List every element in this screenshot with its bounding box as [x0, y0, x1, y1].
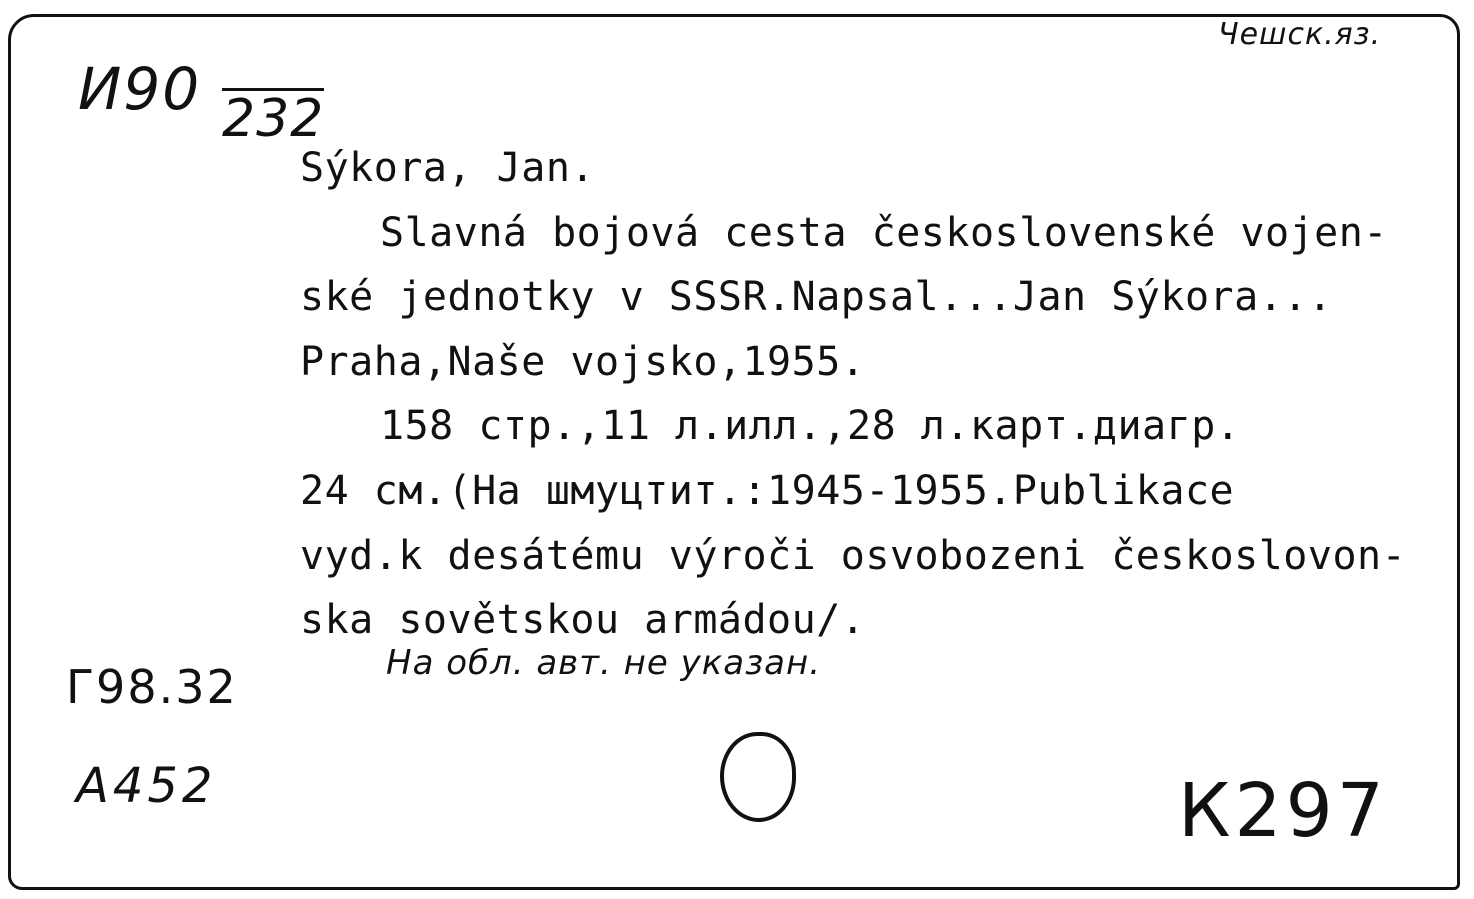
- entry-line: Praha,Naše vojsko,1955.: [300, 338, 866, 385]
- shelf-mark-number: 232: [222, 89, 325, 149]
- author-mark: А452: [76, 758, 217, 814]
- shelf-mark: И90: [78, 55, 202, 123]
- entry-line: 24 см.(На шмуцтит.:1945-1955.Publikace: [300, 467, 1235, 514]
- entry-line: Slavná bojová cesta československé vojen-: [380, 209, 1388, 256]
- entry-line: 158 стр.,11 л.илл.,28 л.карт.диагр.: [380, 403, 1241, 450]
- catalog-entry: [300, 136, 1440, 653]
- language-code: Чешск.яз.: [1218, 17, 1382, 52]
- author-heading: Sýkora, Jan.: [300, 145, 595, 191]
- classification-mark: Г98.32: [66, 660, 238, 714]
- circle-mark: [720, 732, 796, 822]
- inventory-number: К297: [1178, 768, 1388, 854]
- entry-line: vyd.k desátému výroči osvobozeni českoslovon-: [300, 532, 1407, 579]
- entry-line: ské jednotky v SSSR.Napsal...Jan Sýkora...: [300, 274, 1333, 321]
- handwritten-remark: На обл. авт. не указан.: [386, 643, 822, 683]
- entry-line: ska sovětskou armádou/.: [300, 597, 866, 644]
